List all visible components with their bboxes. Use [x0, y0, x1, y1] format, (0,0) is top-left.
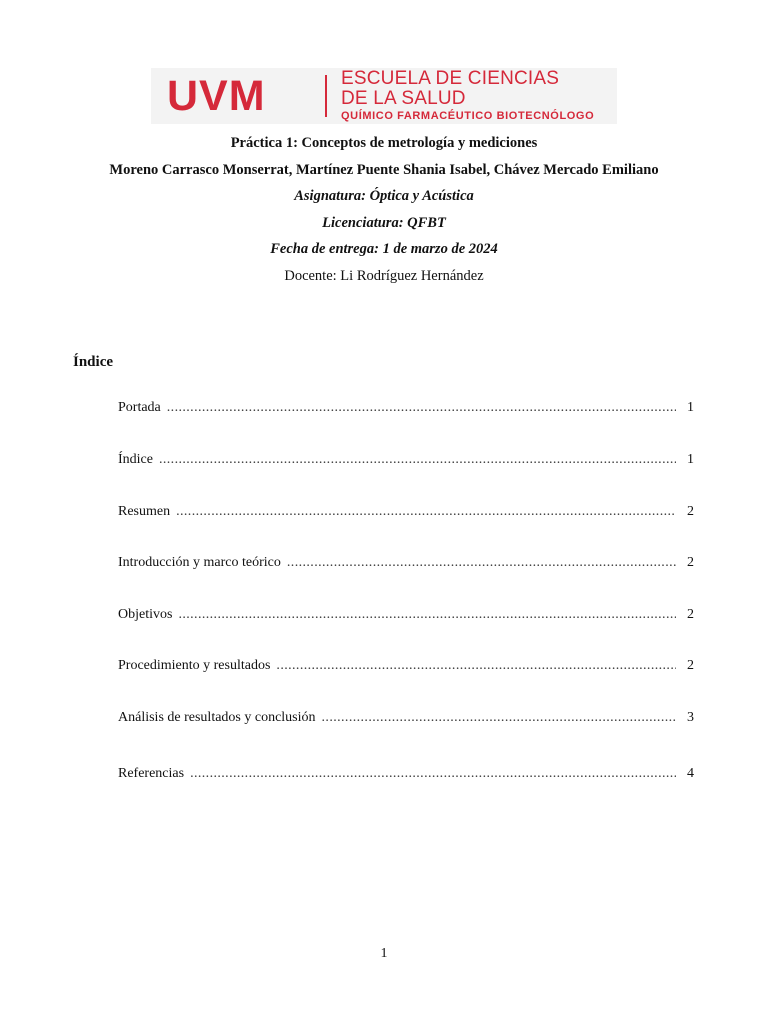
toc-entry-page: 3 [687, 710, 694, 725]
toc-entry-label: Resumen [118, 504, 171, 519]
document-title: Práctica 1: Conceptos de metrología y mediciones [230, 135, 538, 151]
toc-leader [276, 657, 676, 675]
toc-entry[interactable] [118, 657, 694, 675]
toc-entry-page: 2 [687, 658, 694, 673]
index-heading: Índice [73, 354, 114, 370]
toc-entry-label: Portada [118, 400, 161, 415]
toc-entry-label: Índice [118, 452, 153, 467]
toc-entry-label: Análisis de resultados y conclusión [118, 710, 316, 725]
toc-entry[interactable] [118, 606, 694, 624]
uvm-logo [151, 68, 617, 124]
logo-divider [325, 75, 327, 117]
toc-leader [322, 709, 676, 727]
toc-leader [287, 554, 676, 572]
logo-text [341, 69, 594, 123]
toc-leader [167, 399, 676, 417]
degree: Licenciatura: QFBT [322, 215, 446, 231]
toc-entry-label: Procedimiento y resultados [118, 658, 271, 673]
toc-entry[interactable] [118, 503, 694, 521]
toc-leader [190, 765, 676, 783]
toc-entry[interactable] [118, 765, 694, 783]
authors: Moreno Carrasco Monserrat, Martínez Puente Shania Isabel, Chávez Mercado Emiliano [109, 162, 659, 178]
page-number: 1 [380, 946, 388, 961]
toc-entry-page: 1 [687, 400, 694, 415]
toc-entry-label: Introducción y marco teórico [118, 555, 281, 570]
toc-entry-page: 2 [687, 555, 694, 570]
toc-entry[interactable] [118, 451, 694, 469]
toc-entry-label: Objetivos [118, 607, 173, 622]
toc-entry[interactable] [118, 554, 694, 572]
logo-program-line: QUÍMICO FARMACÉUTICO BIOTECNÓLOGO [341, 110, 595, 122]
logo-mark: UVM [167, 71, 266, 120]
toc-entry[interactable] [118, 399, 694, 417]
toc-entry-page: 2 [687, 504, 694, 519]
logo-school-line2: DE LA SALUD [341, 88, 466, 109]
teacher: Docente: Li Rodríguez Hernández [284, 268, 484, 284]
toc-entry[interactable] [118, 709, 694, 727]
due-date: Fecha de entrega: 1 de marzo de 2024 [270, 241, 498, 257]
toc-leader [176, 503, 676, 521]
toc-leader [159, 451, 676, 469]
toc-entry-page: 1 [687, 452, 694, 467]
toc-leader [178, 606, 676, 624]
toc-entry-page: 4 [687, 766, 694, 781]
toc-entry-label: Referencias [118, 766, 185, 781]
logo-school-line1: ESCUELA DE CIENCIAS [341, 68, 560, 89]
toc-entry-page: 2 [687, 607, 694, 622]
subject: Asignatura: Óptica y Acústica [294, 188, 474, 204]
